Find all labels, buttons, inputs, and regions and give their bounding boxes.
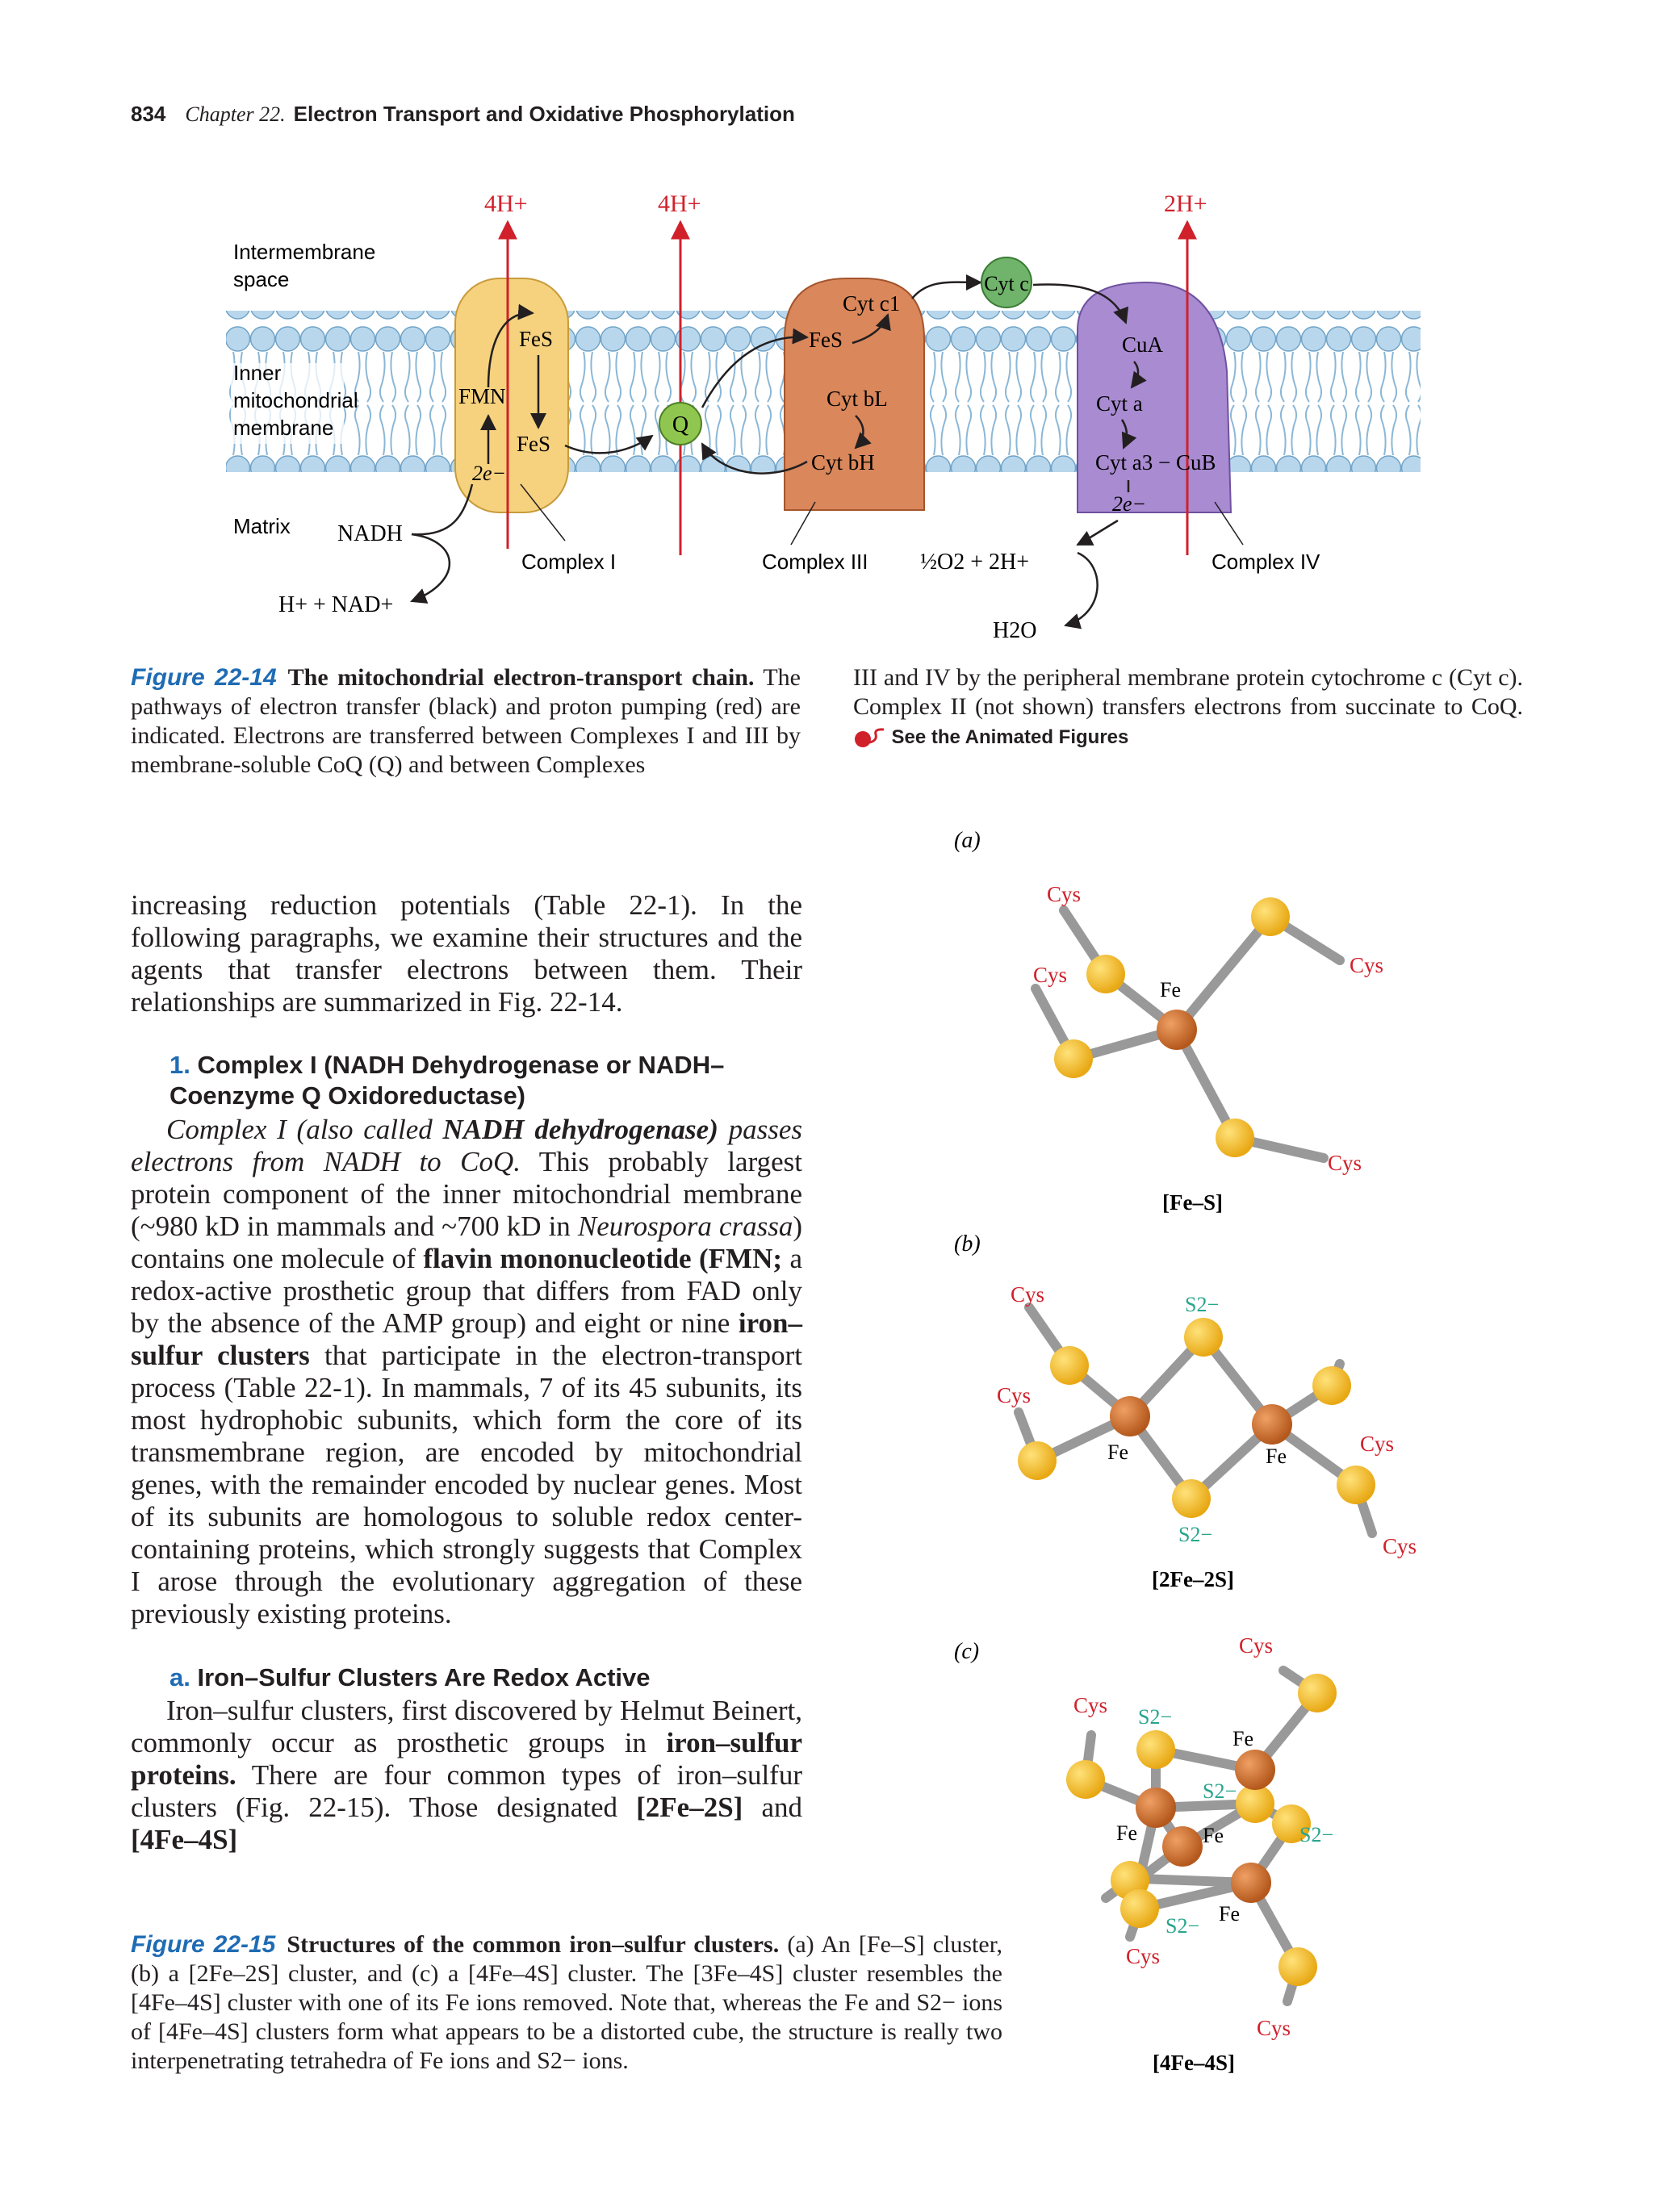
p1-fmn-abbrev: (FMN; bbox=[691, 1243, 783, 1274]
complex-i-paragraph bbox=[131, 1114, 802, 1630]
figure-22-14-caption-col2 bbox=[853, 663, 1523, 752]
b-cys-sulfur-3 bbox=[1312, 1366, 1351, 1405]
p2-and: and bbox=[743, 1792, 802, 1823]
a-sulfur-1 bbox=[1086, 955, 1125, 993]
c-fe-2: Fe bbox=[1116, 1821, 1137, 1845]
a-fe-label: Fe bbox=[1160, 978, 1181, 1001]
b-cys-1: Cys bbox=[1011, 1282, 1045, 1307]
p2-bold-term: iron–sulfur proteins. bbox=[131, 1727, 802, 1791]
2fe-2s-label: [2Fe–2S] bbox=[1152, 1567, 1234, 1591]
p1-bold-italic: NADH dehydrogenase) bbox=[442, 1114, 718, 1145]
c-fe-1: Fe bbox=[1232, 1727, 1253, 1750]
chapter-title: Electron Transport and Oxidative Phosphorylation bbox=[293, 102, 795, 126]
c-cys-sulfur-1 bbox=[1298, 1674, 1337, 1712]
b-cys-sulfur-1 bbox=[1050, 1346, 1089, 1385]
region-inner-line3: membrane bbox=[233, 416, 334, 440]
c3-fes: FeS bbox=[809, 328, 843, 352]
p2-text-a: Iron–sulfur clusters, first discovered by Helmut Beinert, commonly occur as prosthetic groups in bbox=[131, 1695, 802, 1758]
a-cys-3: Cys bbox=[1350, 953, 1384, 977]
animated-figures-icon[interactable] bbox=[853, 726, 885, 749]
figure-22-15-diagram bbox=[928, 815, 1445, 2098]
proton-label-1: 4H+ bbox=[484, 190, 528, 217]
c-cys-2: Cys bbox=[1073, 1693, 1108, 1717]
c-sulfide-2 bbox=[1236, 1784, 1274, 1823]
proton-label-3: 2H+ bbox=[1164, 190, 1207, 217]
a-cys-1: Cys bbox=[1047, 882, 1082, 906]
c-cys-sulfur-4 bbox=[1278, 1947, 1317, 1986]
c4-cua: CuA bbox=[1122, 332, 1164, 357]
p2-text-b: There are four common types of iron–sulfur clusters (Fig. 22-15). Those designated bbox=[131, 1759, 802, 1823]
c-cys-4: Cys bbox=[1257, 2016, 1291, 2040]
c1-electrons: 2e− bbox=[472, 462, 507, 485]
c-cys-sulfur-2 bbox=[1066, 1760, 1105, 1799]
figure-22-14-text-1: The pathways of electron transfer (black) and proton pumping (red) are indicated. Electrons are transferred between Complexes I and III by membrane-soluble CoQ (Q) and between Complexes bbox=[131, 664, 801, 778]
c4-cyt-a: Cyt a bbox=[1096, 391, 1143, 416]
intro-paragraph: increasing reduction potentials (Table 22-1). In the following paragraphs, we examine their structures and the agents that transfer electrons between them. Their relationships are summarized in Fig. 22-14. bbox=[131, 889, 802, 1018]
p1-italic-a: Complex I (also called bbox=[166, 1114, 443, 1145]
complex-i-label: Complex I bbox=[521, 550, 617, 574]
coq-label: Q bbox=[672, 412, 689, 437]
c-iron-2 bbox=[1136, 1788, 1176, 1828]
c3-cyt-bl: Cyt bL bbox=[826, 387, 888, 411]
b-cys-4: Cys bbox=[1383, 1534, 1417, 1558]
figure-22-14-title: The mitochondrial electron-transport chain. bbox=[287, 664, 755, 691]
proton-label-2: 4H+ bbox=[658, 190, 701, 217]
c-s2-3: S2− bbox=[1299, 1823, 1334, 1846]
c-fe-4: Fe bbox=[1219, 1902, 1240, 1926]
p1-text-b: ) contains one molecule of bbox=[131, 1211, 802, 1274]
region-intermembrane-line1: Intermembrane bbox=[233, 240, 376, 264]
c-iron-3 bbox=[1162, 1826, 1203, 1867]
fe-s-label: [Fe–S] bbox=[1162, 1190, 1223, 1215]
subsection-a-title: Iron–Sulfur Clusters Are Redox Active bbox=[197, 1663, 651, 1691]
nadh-label: NADH bbox=[337, 521, 403, 546]
c1-fmn: FMN bbox=[458, 384, 506, 408]
complex-iii-label: Complex III bbox=[762, 550, 868, 574]
c-cys-3: Cys bbox=[1126, 1944, 1161, 1968]
c1-fes-top: FeS bbox=[519, 327, 554, 351]
figure-22-15-title: Structures of the common iron–sulfur clusters. bbox=[287, 1931, 780, 1958]
region-inner-line1: Inner bbox=[233, 361, 282, 385]
figure-22-15-text: (a) An [Fe–S] cluster, (b) a [2Fe–2S] cluster, and (c) a [4Fe–4S] cluster. The [3Fe–4S] cluster resembles the [4Fe–4S] cluster with one of its Fe ions removed. Note that, whereas the Fe and S2− ions of [4Fe–4S] clusters form what appears to be a distorted cube, the structure is really two interpenetrating tetrahedra of Fe ions and S2− ions. bbox=[131, 1931, 1002, 2074]
cytc-label: Cyt c bbox=[984, 272, 1029, 295]
a-cys-4: Cys bbox=[1328, 1151, 1362, 1175]
a-sulfur-2 bbox=[1054, 1039, 1093, 1078]
figure-22-14-text-2: III and IV by the peripheral membrane protein cytochrome c (Cyt c). Complex II (not shown) transfers electrons from succinate to CoQ. bbox=[853, 664, 1523, 720]
b-s2-bottom: S2− bbox=[1178, 1523, 1213, 1546]
p1-text-a: This probably largest protein component of the inner mitochondrial membrane (~980 kD in mammals and ~700 kD in bbox=[131, 1146, 802, 1242]
b-sulfide-bottom bbox=[1172, 1479, 1211, 1518]
region-intermembrane-line2: space bbox=[233, 267, 290, 291]
b-fe-left: Fe bbox=[1107, 1441, 1128, 1464]
b-cys-2: Cys bbox=[997, 1383, 1032, 1407]
region-matrix: Matrix bbox=[233, 514, 291, 538]
nad-products: H+ + NAD+ bbox=[278, 592, 394, 617]
p1-italic-b: passes electrons from NADH to CoQ. bbox=[131, 1114, 802, 1177]
water-label: H2O bbox=[993, 618, 1037, 643]
c1-fes-bottom: FeS bbox=[517, 432, 551, 456]
b-cys-sulfur-2 bbox=[1018, 1441, 1057, 1480]
c-iron-1 bbox=[1235, 1750, 1275, 1790]
p2-cluster-1: [2Fe–2S] bbox=[636, 1792, 743, 1823]
animated-figures-link[interactable]: See the Animated Figures bbox=[891, 726, 1129, 748]
a-sulfur-4 bbox=[1216, 1119, 1254, 1157]
c-fe-3: Fe bbox=[1203, 1824, 1224, 1847]
panel-a-label: (a) bbox=[954, 828, 981, 853]
panel-b-label: (b) bbox=[954, 1231, 981, 1257]
section-1-heading bbox=[169, 1050, 734, 1111]
complex-iv-label: Complex IV bbox=[1212, 550, 1320, 574]
p1-text-d: that participate in the electron-transport process (Table 22-1). In mammals, 7 of its 45 subunits, its most hydrophobic subunits, which form the core of its transmembrane region, are encoded by mitochondrial genes, with the remainder encoded by nuclear genes. Most of its subunits are homologous to soluble redox center-containing proteins, which strongly suggests that Complex I arose through the evolutionary aggregation of these previously existing proteins. bbox=[131, 1340, 802, 1629]
c-s2-2: S2− bbox=[1203, 1779, 1237, 1803]
c-s2-4: S2− bbox=[1165, 1914, 1200, 1938]
4fe-4s-label: [4Fe–4S] bbox=[1153, 2051, 1235, 2075]
b-iron-left bbox=[1110, 1396, 1150, 1436]
p1-fmn-term: flavin mononucleotide bbox=[423, 1243, 692, 1274]
figure-22-15-caption bbox=[131, 1930, 1002, 2076]
body-intro bbox=[131, 889, 802, 1018]
b-fe-right: Fe bbox=[1266, 1445, 1287, 1468]
c4-electrons: 2e− bbox=[1112, 492, 1147, 516]
p1-fes-term: iron–sulfur clusters bbox=[131, 1307, 802, 1371]
page-number: 834 bbox=[131, 102, 166, 126]
c-sulfide-4 bbox=[1120, 1889, 1159, 1928]
subsection-a-number: a. bbox=[169, 1663, 190, 1691]
b-cys-3: Cys bbox=[1360, 1432, 1395, 1456]
p2-cluster-2: [4Fe–4S] bbox=[131, 1824, 238, 1855]
a-sulfur-3 bbox=[1251, 897, 1290, 936]
iron-sulfur-paragraph bbox=[131, 1695, 802, 1856]
oxygen-label: ½O2 + 2H+ bbox=[920, 550, 1030, 575]
b-sulfide-top bbox=[1184, 1318, 1223, 1357]
figure-22-14-diagram bbox=[0, 0, 1653, 654]
panel-c-label: (c) bbox=[954, 1639, 980, 1664]
c-s2-1: S2− bbox=[1138, 1705, 1173, 1729]
subsection-a-heading bbox=[169, 1663, 651, 1692]
a-iron bbox=[1157, 1010, 1197, 1050]
a-cys-2: Cys bbox=[1033, 963, 1068, 987]
p1-text-c: a redox-active prosthetic group that differs from FAD only by the absence of the AMP group) and eight or nine bbox=[131, 1243, 802, 1339]
c3-cyt-bh: Cyt bH bbox=[811, 450, 875, 475]
c-sulfide-1 bbox=[1136, 1730, 1175, 1769]
p1-species: Neurospora crassa bbox=[577, 1211, 793, 1242]
figure-22-14-label: Figure 22-14 bbox=[131, 664, 277, 691]
figure-22-14-caption-col1 bbox=[131, 663, 801, 780]
b-cys-sulfur-4 bbox=[1337, 1466, 1375, 1504]
b-s2-top: S2− bbox=[1185, 1293, 1220, 1316]
chapter-label: Chapter 22. bbox=[185, 102, 286, 126]
figure-22-15-label: Figure 22-15 bbox=[131, 1931, 276, 1958]
c4-cyt-a3-cub: Cyt a3 − CuB bbox=[1095, 450, 1216, 475]
c-iron-4 bbox=[1231, 1863, 1271, 1903]
section-1-number: 1. bbox=[169, 1051, 190, 1079]
section-1-title: Complex I (NADH Dehydrogenase or NADH–Coenzyme Q Oxidoreductase) bbox=[169, 1051, 725, 1110]
c-cys-1: Cys bbox=[1239, 1633, 1274, 1658]
b-iron-right bbox=[1252, 1404, 1292, 1445]
c3-cyt-c1: Cyt c1 bbox=[843, 291, 901, 316]
region-inner-line2: mitochondrial bbox=[233, 388, 358, 412]
